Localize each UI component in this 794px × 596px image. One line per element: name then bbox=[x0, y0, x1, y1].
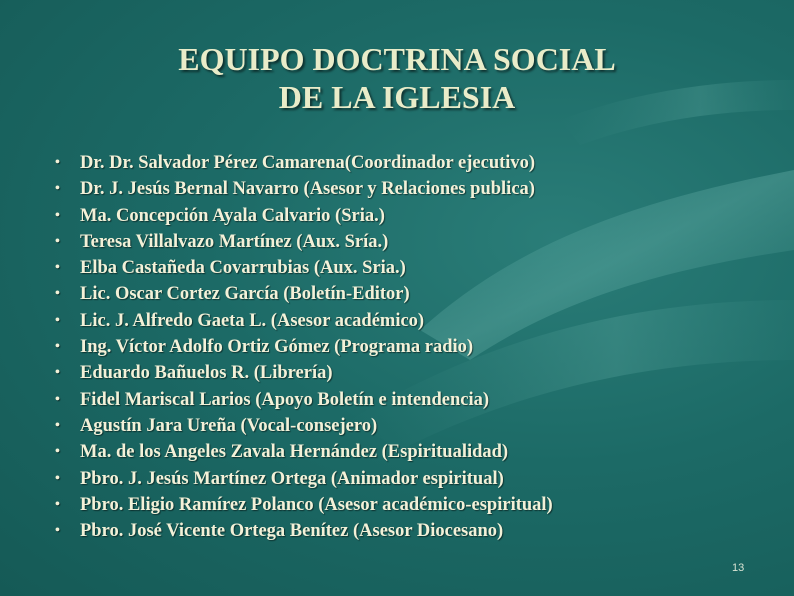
bullet-icon: • bbox=[55, 444, 60, 460]
page-number: 13 bbox=[732, 562, 745, 574]
team-member-text: Ma. de los Angeles Zavala Hernández (Espiritualidad) bbox=[80, 442, 509, 463]
bullet-icon: • bbox=[55, 496, 60, 512]
team-member-text: Eduardo Bañuelos R. (Librería) bbox=[80, 363, 333, 384]
team-member-text: Teresa Villalvazo Martínez (Aux. Sría.) bbox=[80, 231, 389, 252]
team-member-text: Ing. Víctor Adolfo Ortiz Gómez (Programa radio) bbox=[80, 337, 474, 358]
team-member-text: Elba Castañeda Covarrubias (Aux. Sria.) bbox=[80, 258, 406, 279]
team-member-item bbox=[55, 413, 775, 439]
team-member-text: Pbro. Eligio Ramírez Polanco (Asesor académico-espiritual) bbox=[80, 494, 553, 515]
bullet-icon: • bbox=[55, 181, 60, 197]
team-member-item bbox=[55, 255, 775, 281]
team-member-item bbox=[55, 439, 775, 465]
team-member-item bbox=[55, 360, 775, 386]
bullet-icon: • bbox=[55, 339, 60, 355]
bullet-icon: • bbox=[55, 155, 60, 170]
bullet-icon: • bbox=[55, 417, 60, 433]
bullet-icon: • bbox=[55, 286, 60, 302]
bullet-icon: • bbox=[55, 470, 60, 486]
slide-title-line-2: DE LA IGLESIA bbox=[278, 79, 516, 115]
bullet-icon: • bbox=[55, 233, 60, 249]
team-member-text: Fidel Mariscal Larios (Apoyo Boletín e intendencia) bbox=[80, 389, 490, 410]
bullet-icon: • bbox=[55, 365, 60, 381]
team-member-item bbox=[55, 334, 775, 360]
team-member-text: Pbro. José Vicente Ortega Benítez (Asesor Diocesano) bbox=[80, 521, 504, 542]
team-member-text: Dr. Dr. Salvador Pérez Camarena(Coordinador ejecutivo) bbox=[80, 153, 536, 173]
team-member-text: Ma. Concepción Ayala Calvario (Sria.) bbox=[80, 205, 385, 226]
bullet-icon: • bbox=[55, 391, 60, 407]
slide-title bbox=[0, 40, 794, 116]
bullet-icon: • bbox=[55, 260, 60, 276]
team-member-item bbox=[55, 150, 775, 176]
bullet-icon: • bbox=[55, 207, 60, 223]
team-member-text: Agustín Jara Ureña (Vocal-consejero) bbox=[80, 415, 378, 436]
slide-title-line-1: EQUIPO DOCTRINA SOCIAL bbox=[178, 41, 616, 77]
team-member-text: Lic. J. Alfredo Gaeta L. (Asesor académico) bbox=[80, 310, 425, 331]
team-member-item bbox=[55, 466, 775, 492]
bullet-icon: • bbox=[55, 523, 60, 539]
team-member-item bbox=[55, 281, 775, 307]
team-member-item bbox=[55, 387, 775, 413]
team-member-item bbox=[55, 203, 775, 229]
team-member-item bbox=[55, 229, 775, 255]
bullet-icon: • bbox=[55, 312, 60, 328]
team-member-item bbox=[55, 518, 775, 544]
team-member-text: Pbro. J. Jesús Martínez Ortega (Animador espiritual) bbox=[80, 468, 504, 489]
team-member-item bbox=[55, 492, 775, 518]
team-member-item bbox=[55, 176, 775, 202]
team-member-text: Dr. J. Jesús Bernal Navarro (Asesor y Relaciones publica) bbox=[80, 179, 535, 200]
team-member-list bbox=[55, 150, 775, 544]
team-member-item bbox=[55, 308, 775, 334]
team-member-text: Lic. Oscar Cortez García (Boletín-Editor) bbox=[80, 284, 410, 305]
